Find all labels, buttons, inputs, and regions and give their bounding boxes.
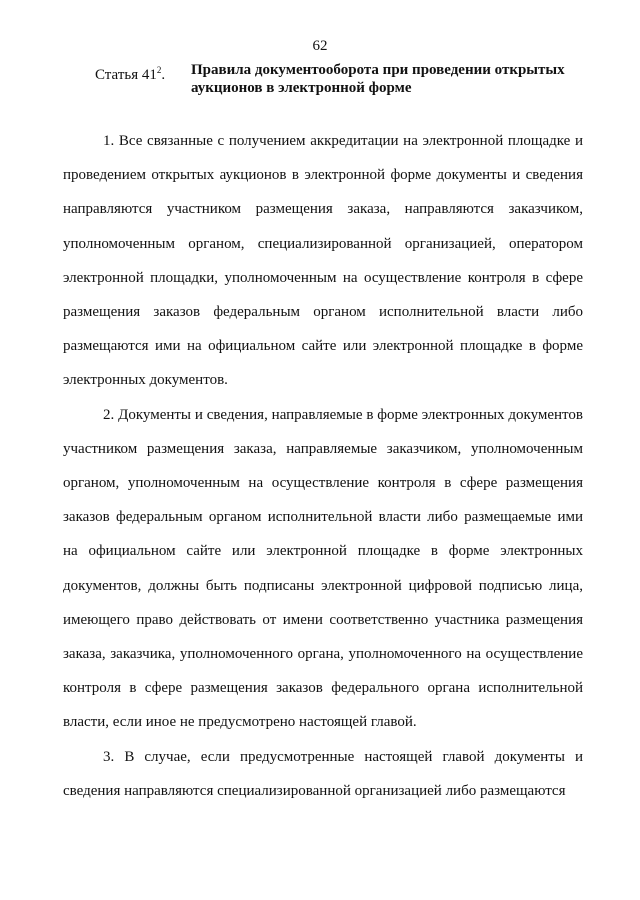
paragraph-3: 3. В случае, если предусмотренные настоящей главой документы и сведения направляются специализированной организацией либо размещаются xyxy=(63,748,583,799)
article-body xyxy=(63,124,583,808)
paragraph-2: 2. Документы и сведения, направляемые в форме электронных документов участником размещения заказа, направляемые заказчиком, уполномоченным органом, уполномоченным на осуществление контроля в сфере размещения заказов федеральным органом исполнительной власти либо размещаемые ими на официальном сайте или электронной площадке в форме электронных документов, должны быть подписаны электронной цифровой подписью лица, имеющего право действовать от имени соответственно участника размещения заказа, заказчика, уполномоченного органа, уполномоченного на осуществление контроля в сфере размещения заказов федерального органа исполнительной власти, если иное не предусмотрено настоящей главой. xyxy=(63,406,583,731)
article-label-superscript: 2 xyxy=(156,65,162,75)
article-title: Правила документооборота при проведении открытых аукционов в электронной форме xyxy=(191,62,565,96)
page-number: 62 xyxy=(312,38,328,54)
article-label-prefix: Статья 41 xyxy=(95,67,157,83)
article-heading xyxy=(95,61,595,97)
paragraph-1: 1. Все связанные с получением аккредитации на электронной площадке и проведением открытых аукционов в электронной форме документы и сведения направляются участником размещения заказа, направляются заказчиком, уполномоченным органом, специализированной организацией, оператором электронной площадки, уполномоченным на осуществление контроля в сфере размещения заказов федеральным органом исполнительной власти либо размещаются ими на официальном сайте или электронной площадке в форме электронных документов. xyxy=(63,133,583,389)
article-label xyxy=(95,61,191,97)
article-label-suffix: . xyxy=(161,67,166,83)
